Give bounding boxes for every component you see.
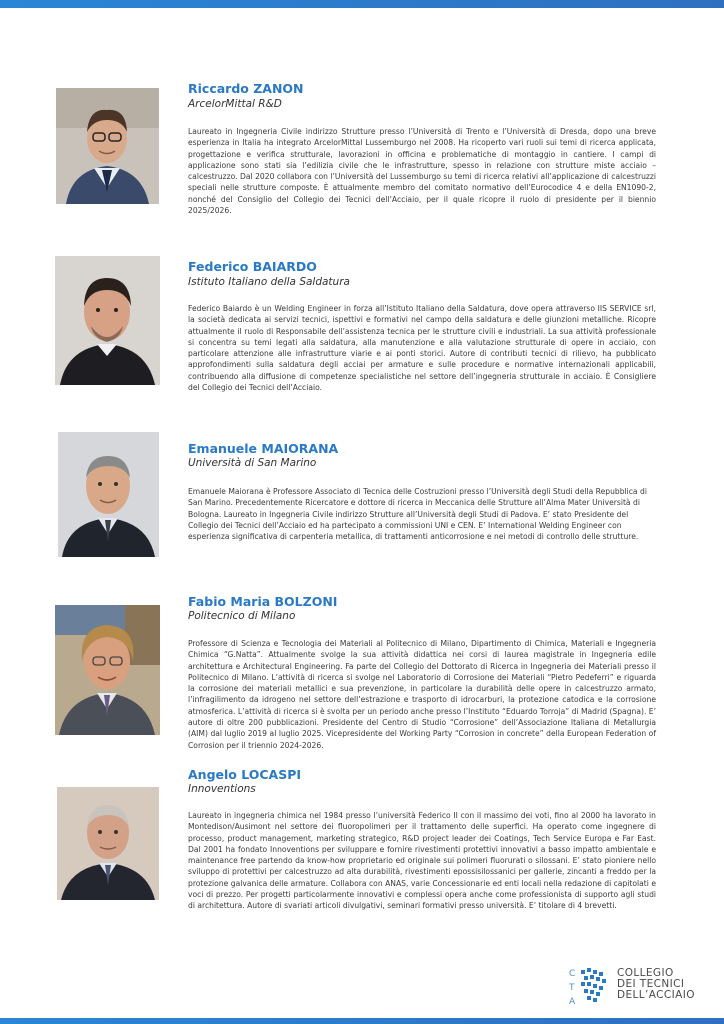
portrait-image: [55, 605, 160, 735]
speaker-photo: [56, 88, 159, 204]
svg-text:C: C: [569, 969, 576, 979]
speaker-bio: Federico Baiardo è un Welding Engineer in forza all’Istituto Italiano della Saldatura, dove opera attraverso IIS SERVICE srl, la società dedicata ai servizi tecnici, ispettivi e formativi nel campo della saldatura e delle giunzioni metalliche. Ricopre attualmente il ruolo di Responsabile dell’assistenza tecnica per le strutture civili e industriali. La sua attività professionale si concentra su temi legati alla saldatura, alla manutenzione e alla valutazione strutturale di opere in acciaio, con particolare attenzione alle infrastrutture viarie e ai ponti storici. Autore di contributi tecnici di rilievo, ha pubblicato approfondimenti sulla saldatura degli acciai per armature e sulle procedure e normative internazionali applicabili, contribuendo alla diffusione di competenze specialistiche nel settore dell’ingegneria strutturale in acciaio. È Consigliere del Collegio dei Tecnici dell’Acciaio.: [188, 304, 656, 393]
speaker-affiliation: ArcelorMittal R&D: [188, 98, 282, 110]
speaker-photo: [55, 605, 160, 735]
cta-logo-mark-icon: [567, 964, 613, 1006]
collegio-logo: [567, 964, 707, 1006]
portrait-image: [55, 256, 160, 385]
speaker-name: Emanuele MAIORANA: [188, 441, 339, 456]
portrait-image: [57, 787, 159, 900]
speaker-name: Fabio Maria BOLZONI: [188, 594, 338, 609]
logo-line-3: DELL’ACCIAIO: [617, 989, 695, 1001]
speaker-bio: Laureato in Ingegneria Civile indirizzo Strutture presso l’Università di Trento e l’Università di Dresda, dopo una breve esperienza in Italia ha integrato ArcelorMittal Lussemburgo nel 2008. Ha ricoperto vari ruoli sui temi di ricerca applicata, progettazione e verifica strutturale, lavorazioni in officina e problematiche di montaggio in cantiere. I campi di applicazione sono stati sia l’edilizia civile che le infrastrutture, spesso in relazione con strutture miste acciaio – calcestruzzo. Dal 2020 collabora con l’Università del Lussemburgo su temi di ricerca relativi all’applicazione di calcestruzzi speciali nelle strutture composte. È attualmente membro del comitato normativo dell’Eurocodice 4 e della EN1090-2, nonché del Consiglio del Collegio dei Tecnici dell’Acciaio, per il quale ricopre il ruolo di presidente per il biennio 2025/2026.: [188, 127, 656, 216]
speaker-affiliation: Innoventions: [188, 783, 256, 795]
logo-line-2: DEI TECNICI: [617, 978, 685, 990]
bottom-accent-bar: [0, 1018, 724, 1024]
speaker-bio: Emanuele Maiorana è Professore Associato di Tecnica delle Costruzioni presso l’Università degli Studi della Repubblica di San Marino. Precedentemente Ricercatore e dottore di ricerca in Meccanica delle Strutture all’Alma Mater Università di Bologna. Laureato in Ingegneria Civile indirizzo Strutture all’Università degli Studi di Padova. E’ stato Presidente del Collegio dei Tecnici dell’Acciaio ed ha partecipato a commissioni UNI e CEN. E’ International Welding Engineer con esperienza significativa di carpenteria metallica, di trattamenti anticorrosione e nei metodi di controllo delle strutture.: [188, 487, 647, 542]
speaker-bio: Professore di Scienza e Tecnologia dei Materiali al Politecnico di Milano, Dipartimento di Chimica, Materiali e Ingegneria Chimica “G.Natta”. Attualmente svolge la sua attività didattica nei corsi di laurea magistrale in Ingegneria edile architettura e Architectural Engineering. Fa parte del Collegio del Dottorato di Ricerca in Ingegneria dei Materiali presso il Politecnico di Milano. L’attività di ricerca si svolge nel Laboratorio di Corrosione dei Materiali “Pietro Pedeferri” e riguarda la corrosione dei materiali metallici e sua prevenzione, in particolare la durabilità delle opere in calcestruzzo armato, l’infragilimento da idrogeno nel settore dell’estrazione e trasporto di idrocarburi, la protezione catodica e la corrosione atmosferica. L’attività di ricerca si è svolta per un periodo anche presso l’Instituto “Eduardo Torroja” di Madrid (Spagna). E’ autore di oltre 200 pubblicazioni. Presidente del Centro di Studio “Corrosione” dell’Associazione Italiana di Metallurgia (AIM) dal luglio 2019 al luglio 2025. Vicepresidente del Working Party “Corrosion in concrete” della European Federation of Corrosion per il triennio 2024-2026.: [188, 639, 656, 750]
svg-text:A: A: [569, 997, 576, 1006]
speaker-affiliation: Politecnico di Milano: [188, 610, 296, 622]
speaker-name: Federico BAIARDO: [188, 259, 317, 274]
top-accent-bar: [0, 0, 724, 8]
speaker-affiliation: Istituto Italiano della Saldatura: [188, 276, 350, 288]
logo-line-1: COLLEGIO: [617, 967, 674, 979]
speaker-photo: [55, 256, 160, 385]
svg-text:T: T: [569, 983, 575, 993]
portrait-image: [56, 88, 159, 204]
speaker-name: Angelo LOCASPI: [188, 767, 302, 782]
logo-wordmark: [617, 968, 695, 1001]
speaker-name: Riccardo ZANON: [188, 81, 304, 96]
speaker-photo: [57, 787, 159, 900]
speaker-bio: Laureato in ingegneria chimica nel 1984 presso l’università Federico II con il massimo dei voti, fino al 2000 ha lavorato in Montedison/Ausimont nel settore dei fluoropolimeri per il trattamento delle superfici. Ha operato come ingegnere di processo, product management, marketing strategico, R&D project leader dei Coatings, Tech Service Europa e Far East. Dal 2001 ha fondato Innoventions per sviluppare e fornire rivestimenti protettivi innovativi a basso impatto ambientale e maintenance free partendo da know-how proprietario ed originale sui polimeri fluorurati o silossani. E’ stato pioniere nello sviluppo di protettivi per calcestruzzo ad alta durabilità, rivestimenti epossisilossanici per gallerie, zincanti a freddo per la protezione galvanica delle armature. Collabora con ANAS, varie Concessionarie ed enti locali nella redazione di capitolati e voci di prezzo. Per progetti particolarmente innovativi e complessi opera anche come professionista di supporto agli studi di architettura. Autore di svariati articoli divulgativi, seminari formativi presso università. E’ titolare di 4 brevetti.: [188, 811, 656, 911]
speaker-affiliation: Università di San Marino: [188, 457, 317, 469]
speaker-photo: [58, 432, 159, 557]
portrait-image: [58, 432, 159, 557]
